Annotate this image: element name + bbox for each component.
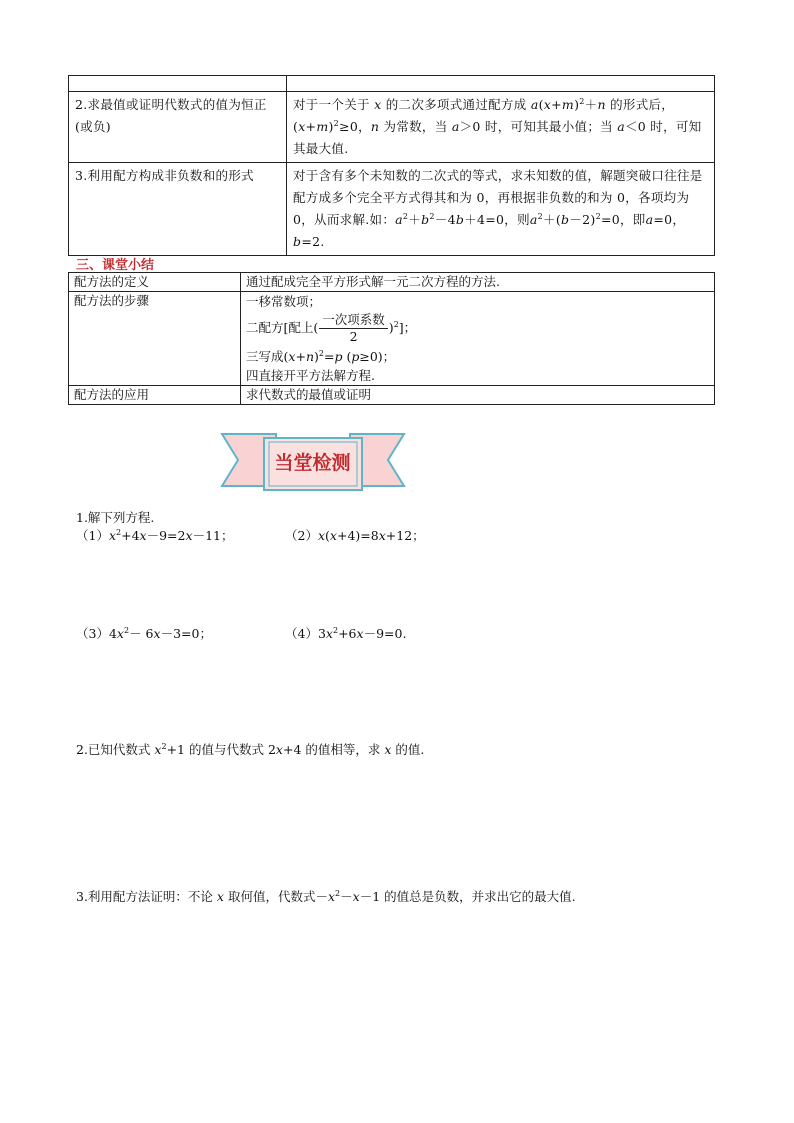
row-description: 对于含有多个未知数的二次式的等式，求未知数的值，解题突破口往往是配方成多个完全平方式得其和为 0，再根据非负数的和为 0，各项均为 0，从而求解.如：$a^2+b^2-4b+4=0$，则$a^2+(b-2)^2=0$，即a=0，b=2. bbox=[287, 163, 715, 256]
banner-title: 当堂检测 bbox=[274, 452, 351, 474]
question-1-part-4: $(4)3x^2+6x-9=0$. bbox=[285, 625, 407, 641]
step-4: 四直接开平方法解方程. bbox=[246, 368, 375, 383]
row-label: 配方法的应用 bbox=[69, 386, 241, 405]
question-2: 2.已知代数式 $x^2+1$ 的值与代数式 2x+4 的值相等，求 x 的值. bbox=[76, 741, 425, 757]
table-row bbox=[69, 292, 715, 386]
question-1-part-3: $(3)4x^2- 6x-3=0$； bbox=[76, 625, 212, 641]
table-cell bbox=[69, 76, 287, 92]
step-2: 二配方[配上( $\frac{\text{一次项系数}}{2}$ )$^2$]； bbox=[246, 312, 417, 344]
question-1-title: 1.解下列方程. bbox=[76, 510, 155, 525]
table-row bbox=[69, 273, 715, 292]
summary-table bbox=[68, 272, 715, 405]
table-cell bbox=[287, 76, 715, 92]
table-row bbox=[69, 163, 715, 256]
row-description: 对于一个关于 x 的二次多项式通过配方成 $a(x+m)^2+n$ 的形式后，$(x+m)^2\ge 0$，n 为常数，当 a＞0 时，可知其最小值；当 a＜0 时，可知其最大值. bbox=[287, 92, 715, 163]
row-label: 配方法的步骤 bbox=[69, 292, 241, 386]
question-3: 3.利用配方法证明：不论 x 取何值，代数式$-x^2-x-1$ 的值总是负数，并求出它的最大值. bbox=[76, 888, 576, 904]
steps-list bbox=[241, 292, 715, 386]
row-label: 配方法的定义 bbox=[69, 273, 241, 292]
section-title: 三、课堂小结 bbox=[76, 258, 155, 273]
row-label: 3.利用配方构成非负数和的形式 bbox=[69, 163, 287, 256]
step-1: 一移常数项； bbox=[246, 294, 322, 309]
section-banner bbox=[214, 430, 412, 496]
row-description: 求代数式的最值或证明 bbox=[241, 386, 715, 405]
row-label: 2.求最值或证明代数式的值为恒正(或负) bbox=[69, 92, 287, 163]
fraction: $\frac{\text{一次项系数}}{2}$ bbox=[319, 312, 388, 345]
table-row bbox=[69, 386, 715, 405]
method-table bbox=[68, 75, 715, 256]
question-1-part-2: （2）x(x+4)=8x+12； bbox=[285, 528, 425, 543]
question-1-part-1: $(1)x^2+4x-9=2x-11$； bbox=[76, 527, 234, 543]
table-row-empty bbox=[69, 76, 715, 92]
step-3: 三写成$(x+n)^2=p$ (p≥0)； bbox=[246, 348, 396, 364]
table-row bbox=[69, 92, 715, 163]
row-description: 通过配成完全平方形式解一元二次方程的方法. bbox=[241, 273, 715, 292]
